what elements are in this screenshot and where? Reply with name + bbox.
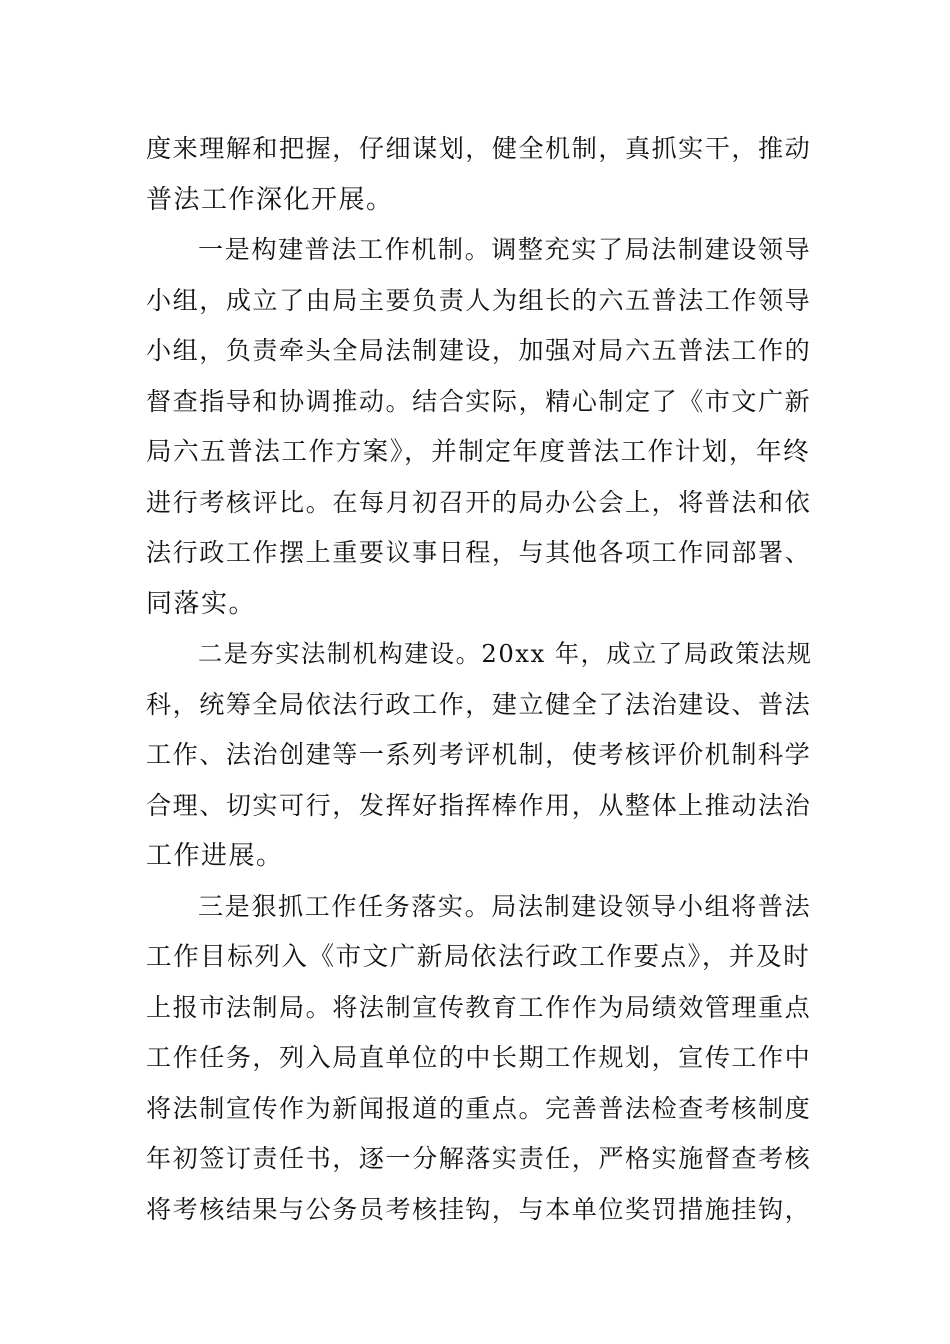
text-line: 将考核结果与公务员考核挂钩，与本单位奖罚措施挂钩， <box>146 1195 812 1224</box>
text-line: 局六五普法工作方案》，并制定年度普法工作计划，年终 <box>146 437 811 467</box>
text-line: 进行考核评比。在每月初召开的局办公会上，将普法和依 <box>146 488 812 517</box>
paragraph-first-line: 二是夯实法制机构建设。20xx 年，成立了局政策法规 <box>198 639 813 668</box>
text-line: 合理、切实可行，发挥好指挥棒作用，从整体上推动法治 <box>146 791 812 820</box>
text-line: 科，统筹全局依法行政工作，建立健全了法治建设、普法 <box>146 690 812 719</box>
text-line: 工作进展。 <box>146 841 284 871</box>
text-line: 小组，负责牵头全局法制建设，加强对局六五普法工作的 <box>146 336 812 365</box>
text-line: 上报市法制局。将法制宣传教育工作作为局绩效管理重点 <box>146 993 812 1022</box>
text-line: 年初签订责任书，逐一分解落实责任，严格实施督查考核 <box>146 1144 812 1173</box>
text-line: 督查指导和协调推动。结合实际，精心制定了《市文广新 <box>146 387 812 416</box>
text-line: 法行政工作摆上重要议事日程，与其他各项工作同部署、 <box>146 538 812 567</box>
text-line: 普法工作深化开展。 <box>146 185 394 215</box>
text-line: 将法制宣传作为新闻报道的重点。完善普法检查考核制度 <box>146 1094 812 1123</box>
text-line: 工作任务，列入局直单位的中长期工作规划，宣传工作中 <box>146 1043 812 1072</box>
paragraph-first-line: 一是构建普法工作机制。调整充实了局法制建设领导 <box>198 235 812 264</box>
text-line: 工作、法治创建等一系列考评机制，使考核评价机制科学 <box>146 740 812 769</box>
text-line: 工作目标列入《市文广新局依法行政工作要点》，并及时 <box>146 942 811 972</box>
paragraph-first-line: 三是狠抓工作任务落实。局法制建设领导小组将普法 <box>198 892 812 921</box>
text-line: 度来理解和把握，仔细谋划，健全机制，真抓实干，推动 <box>146 134 812 163</box>
text-line: 同落实。 <box>146 589 257 619</box>
text-line: 小组，成立了由局主要负责人为组长的六五普法工作领导 <box>146 286 812 315</box>
